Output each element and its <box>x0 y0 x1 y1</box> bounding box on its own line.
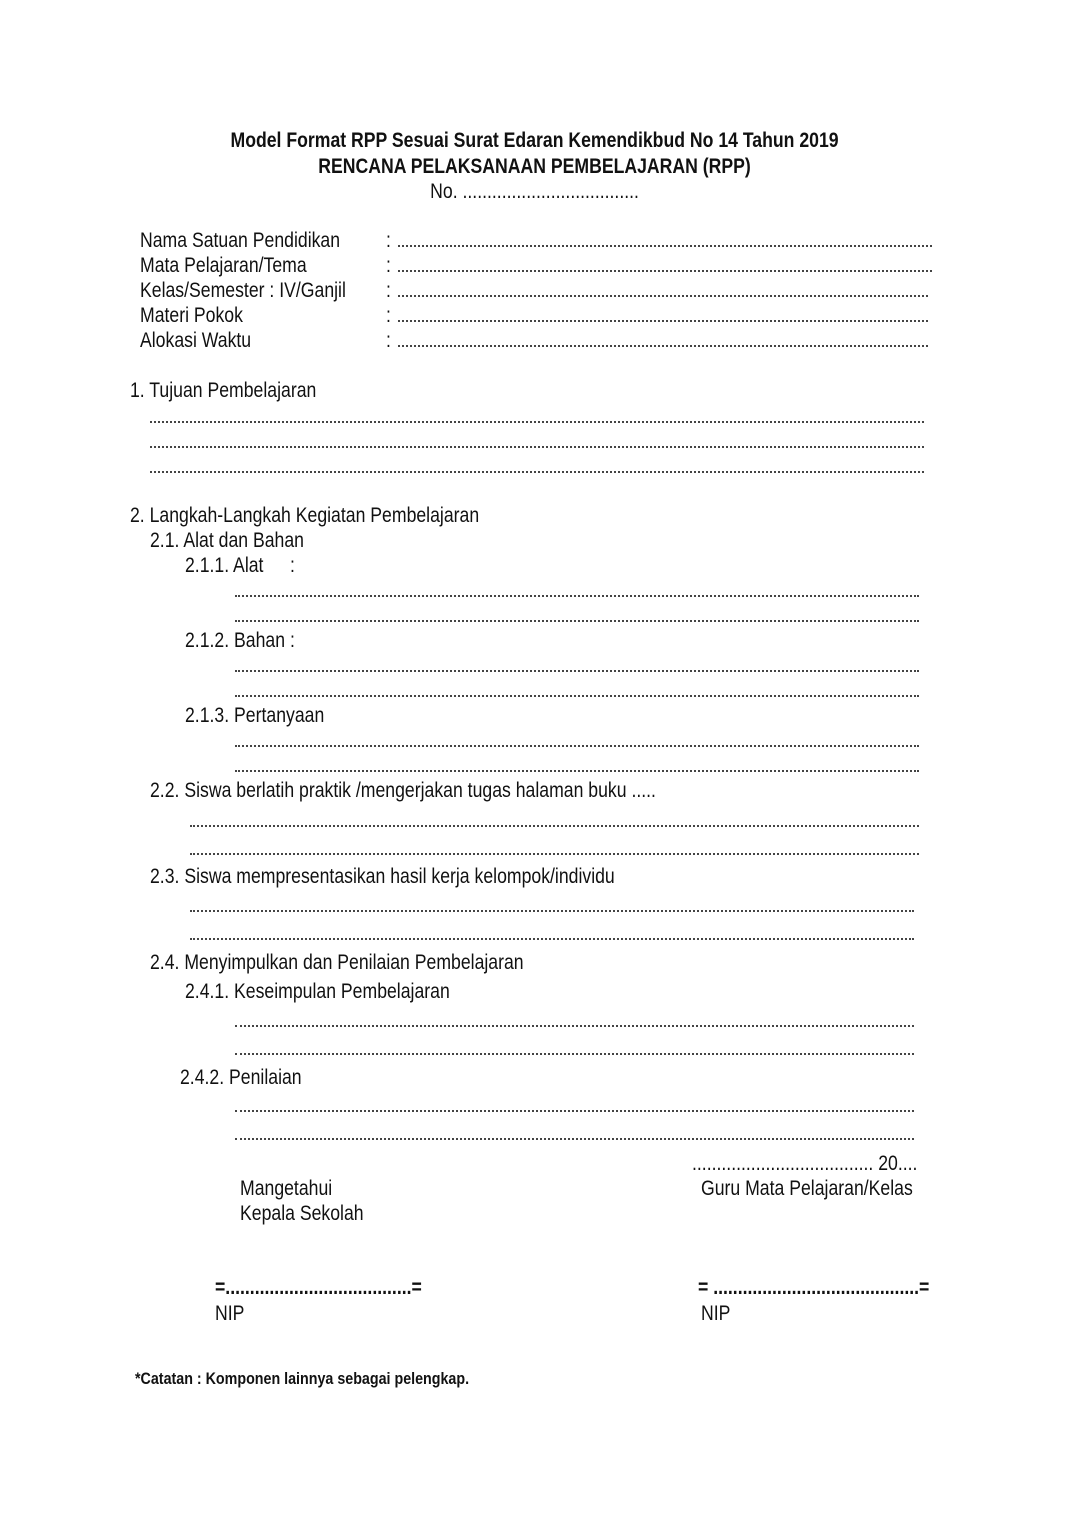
fill-line <box>398 245 932 247</box>
principal-name-line: =......................................= <box>215 1276 422 1299</box>
fill-line <box>235 670 919 672</box>
subsection-heading: 2.4.1. Keseimpulan Pembelajaran <box>185 980 450 1003</box>
acknowledged-label: Mangetahui <box>240 1177 333 1200</box>
section-heading: 2. Langkah-Langkah Kegiatan Pembelajaran <box>130 504 480 527</box>
field-label: Nama Satuan Pendidikan <box>140 229 341 252</box>
field-colon: : <box>386 279 391 302</box>
section-heading: 1. Tujuan Pembelajaran <box>130 379 317 402</box>
fill-line <box>190 825 919 827</box>
fill-line <box>150 446 924 448</box>
fill-line <box>398 345 928 347</box>
subsection-heading: 2.1.2. Bahan : <box>185 629 295 652</box>
subsection-heading: 2.1.3. Pertanyaan <box>185 704 325 727</box>
field-colon: : <box>386 329 391 352</box>
teacher-nip: NIP <box>701 1302 731 1325</box>
fill-line <box>150 421 924 423</box>
fill-line <box>235 1110 914 1112</box>
teacher-name-line: = ..........................................= <box>698 1276 930 1299</box>
teacher-label: Guru Mata Pelajaran/Kelas <box>701 1177 913 1200</box>
fill-line <box>235 1025 914 1027</box>
subsection-heading: 2.4.2. Penilaian <box>180 1066 302 1089</box>
field-colon: : <box>386 304 391 327</box>
fill-line <box>190 853 919 855</box>
subsection-colon: : <box>290 554 295 577</box>
principal-nip: NIP <box>215 1302 245 1325</box>
document-number: No. .................................... <box>430 180 639 203</box>
document-title: Model Format RPP Sesuai Surat Edaran Kemendikbud No 14 Tahun 2019 <box>230 129 839 152</box>
fill-line <box>235 620 919 622</box>
fill-line <box>398 270 932 272</box>
subsection-heading: 2.4. Menyimpulkan dan Penilaian Pembelajaran <box>150 951 524 974</box>
fill-line <box>398 295 928 297</box>
field-colon: : <box>386 229 391 252</box>
subsection-heading: 2.2. Siswa berlatih praktik /mengerjakan tugas halaman buku ..... <box>150 779 656 802</box>
fill-line <box>235 1053 914 1055</box>
subsection-heading: 2.1.1. Alat <box>185 554 264 577</box>
field-label: Mata Pelajaran/Tema <box>140 254 307 277</box>
field-colon: : <box>386 254 391 277</box>
fill-line <box>235 1138 914 1140</box>
footnote: *Catatan : Komponen lainnya sebagai pelengkap. <box>135 1369 470 1388</box>
subsection-heading: 2.1. Alat dan Bahan <box>150 529 304 552</box>
fill-line <box>190 910 914 912</box>
subsection-heading: 2.3. Siswa mempresentasikan hasil kerja kelompok/individu <box>150 865 615 888</box>
fill-line <box>190 938 914 940</box>
signature-date: ..................................... 20.... <box>692 1152 918 1175</box>
fill-line <box>235 770 919 772</box>
field-label: Materi Pokok <box>140 304 243 327</box>
document-subtitle: RENCANA PELAKSANAAN PEMBELAJARAN (RPP) <box>318 155 751 178</box>
fill-line <box>150 471 924 473</box>
fill-line <box>235 695 919 697</box>
principal-label: Kepala Sekolah <box>240 1202 364 1225</box>
fill-line <box>235 595 919 597</box>
fill-line <box>398 320 928 322</box>
fill-line <box>235 745 919 747</box>
field-label: Alokasi Waktu <box>140 329 252 352</box>
field-label: Kelas/Semester : IV/Ganjil <box>140 279 346 302</box>
